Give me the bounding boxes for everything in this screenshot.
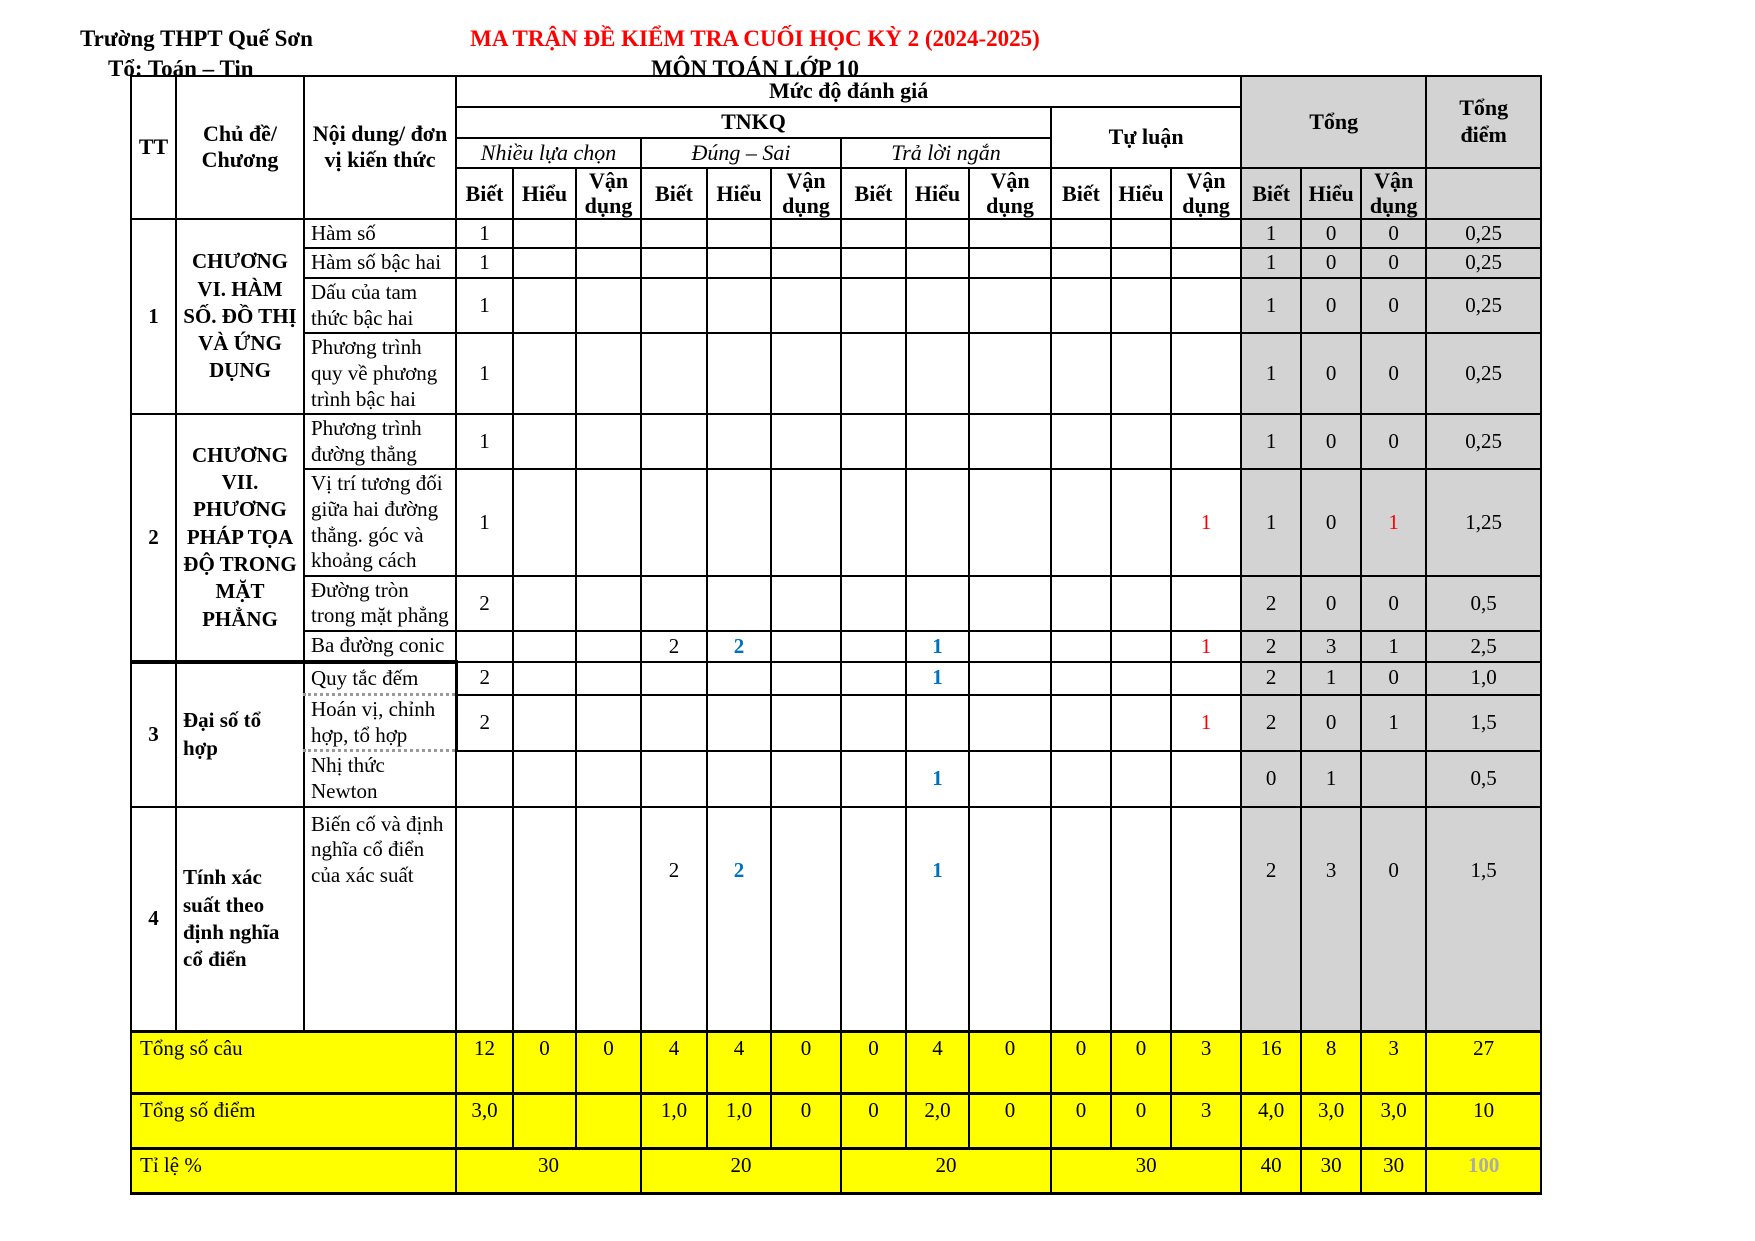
count-cell [841,219,906,249]
header-understand: Hiểu [906,168,969,218]
count-cell [576,469,641,575]
header-understand: Hiểu [513,168,576,218]
count-cell: 2 [641,807,707,1032]
count-cell: 2 [456,695,513,751]
total-cell: 0 [1301,576,1361,631]
count-cell [576,333,641,414]
count-cell [513,219,576,249]
count-cell [1171,751,1241,807]
count-cell [1051,333,1111,414]
count-cell [576,248,641,278]
total-cell: 1 [1241,333,1301,414]
percent-cell: 30 [1361,1149,1426,1194]
count-cell [906,695,969,751]
count-cell [1051,219,1111,249]
count-cell [641,219,707,249]
count-cell [771,414,841,469]
total-cell: 1 [1301,662,1361,695]
content-cell: Vị trí tương đối giữa hai đường thẳng. góc và khoảng cách [304,469,456,575]
count-cell: 1 [906,662,969,695]
count-cell [576,662,641,695]
footer-count-cell: 0 [841,1032,906,1094]
points-cell: 1,5 [1426,807,1541,1032]
count-cell [1051,662,1111,695]
count-cell: 2 [456,662,513,695]
count-cell [641,576,707,631]
count-cell [771,333,841,414]
count-cell [641,695,707,751]
count-cell [1111,414,1171,469]
count-cell: 2 [456,576,513,631]
count-cell [513,333,576,414]
total-cell: 0 [1301,219,1361,249]
count-cell [707,414,771,469]
count-cell [1051,751,1111,807]
content-cell: Hoán vị, chỉnh hợp, tổ hợp [304,695,456,751]
total-cell: 0 [1361,219,1426,249]
content-cell: Biến cố và định nghĩa cổ điển của xác suất [304,807,456,1032]
percent-cell: 30 [456,1149,641,1194]
count-cell: 1 [456,278,513,333]
count-cell [906,219,969,249]
header-level: Mức độ đánh giá [456,76,1241,107]
count-cell [771,807,841,1032]
percent-total-cell: 100 [1426,1149,1541,1194]
count-cell: 1 [1171,469,1241,575]
count-cell [1111,695,1171,751]
chapter-cell: Đại số tổ hợp [176,662,304,807]
count-cell [1051,576,1111,631]
footer-count-cell: 3,0 [456,1094,513,1149]
total-cell: 3 [1301,807,1361,1032]
count-cell [513,631,576,662]
count-cell [906,278,969,333]
content-cell: Ba đường conic [304,631,456,662]
footer-count-cell: 3 [1171,1032,1241,1094]
content-cell: Phương trình quy về phương trình bậc hai [304,333,456,414]
count-cell [906,576,969,631]
count-cell [841,248,906,278]
count-cell [641,333,707,414]
count-cell [513,414,576,469]
count-cell [1171,333,1241,414]
header-topic: Chủ đề/ Chương [176,76,304,219]
count-cell [456,631,513,662]
count-cell [969,278,1051,333]
count-cell [771,469,841,575]
count-cell [1111,751,1171,807]
footer-label: Tổng số điểm [131,1094,456,1149]
count-cell [771,695,841,751]
count-cell [771,631,841,662]
header-tt: TT [131,76,176,219]
count-cell [707,469,771,575]
footer-count-cell: 3,0 [1301,1094,1361,1149]
count-cell [841,278,906,333]
school-name: Trường THPT Quế Sơn [80,26,313,51]
count-cell [841,333,906,414]
count-cell [1051,414,1111,469]
total-cell: 0 [1241,751,1301,807]
count-cell [969,414,1051,469]
total-cell: 0 [1301,333,1361,414]
footer-count-cell: 0 [576,1032,641,1094]
total-cell: 2 [1241,807,1301,1032]
count-cell: 2 [641,631,707,662]
total-cell: 0 [1361,576,1426,631]
footer-count-cell: 1,0 [707,1094,771,1149]
chapter-cell: Tính xác suất theo định nghĩa cổ điển [176,807,304,1032]
total-cell: 1 [1241,414,1301,469]
footer-count-cell: 0 [1051,1032,1111,1094]
count-cell [513,662,576,695]
count-cell [906,469,969,575]
count-cell [771,751,841,807]
count-cell [906,333,969,414]
header-total-points: Tổng điểm [1426,76,1541,168]
total-cell: 2 [1241,631,1301,662]
footer-count-cell: 0 [841,1094,906,1149]
percent-cell: 20 [641,1149,841,1194]
count-cell [969,333,1051,414]
count-cell [641,751,707,807]
count-cell [906,414,969,469]
count-cell [576,576,641,631]
count-cell: 1 [456,333,513,414]
header-understand: Hiểu [1301,168,1361,218]
count-cell [1111,333,1171,414]
count-cell: 1 [1171,631,1241,662]
document-title: MA TRẬN ĐỀ KIỂM TRA CUỐI HỌC KỲ 2 (2024-2025) [470,26,1040,51]
count-cell [1171,414,1241,469]
footer-count-cell: 4 [641,1032,707,1094]
row-number-cell: 2 [131,414,176,661]
total-cell: 0 [1301,248,1361,278]
footer-count-cell: 0 [1111,1094,1171,1149]
count-cell [969,576,1051,631]
header-know: Biết [1051,168,1111,218]
count-cell [513,751,576,807]
count-cell [841,469,906,575]
count-cell [1111,469,1171,575]
count-cell [1111,278,1171,333]
percent-cell: 20 [841,1149,1051,1194]
header-apply: Vận dụng [1171,168,1241,218]
percent-cell: 40 [1241,1149,1301,1194]
school-department: Tổ: Toán – Tin [108,55,254,81]
count-cell [1171,278,1241,333]
count-cell [1171,219,1241,249]
total-cell: 2 [1241,695,1301,751]
count-cell [771,219,841,249]
count-cell [707,576,771,631]
total-cell: 1 [1241,219,1301,249]
count-cell [1171,807,1241,1032]
total-cell [1361,751,1426,807]
count-cell [841,631,906,662]
count-cell [513,807,576,1032]
points-cell: 1,0 [1426,662,1541,695]
total-cell: 1 [1301,751,1361,807]
footer-label: Tổng số câu [131,1032,456,1094]
footer-count-cell: 3,0 [1361,1094,1426,1149]
count-cell [771,248,841,278]
count-cell [456,807,513,1032]
points-cell: 1,5 [1426,695,1541,751]
count-cell [969,248,1051,278]
total-cell: 0 [1361,248,1426,278]
header-short-answer: Trả lời ngắn [841,138,1051,169]
count-cell [707,751,771,807]
count-cell [906,248,969,278]
count-cell [707,219,771,249]
footer-count-cell: 0 [771,1032,841,1094]
count-cell [576,631,641,662]
total-cell: 0 [1301,414,1361,469]
footer-count-cell: 0 [969,1032,1051,1094]
total-cell: 1 [1361,631,1426,662]
header-essay: Tự luận [1051,107,1241,169]
count-cell [771,662,841,695]
footer-count-cell: 8 [1301,1032,1361,1094]
count-cell: 1 [906,631,969,662]
count-cell [1051,278,1111,333]
header-total: Tổng [1241,76,1426,168]
count-cell [641,278,707,333]
count-cell [513,278,576,333]
points-cell: 0,25 [1426,248,1541,278]
header-know: Biết [456,168,513,218]
count-cell [841,751,906,807]
count-cell [771,278,841,333]
total-cell: 0 [1301,278,1361,333]
row-number-cell: 3 [131,662,176,807]
footer-count-cell: 0 [1051,1094,1111,1149]
header-understand: Hiểu [1111,168,1171,218]
count-cell [969,751,1051,807]
count-cell [641,248,707,278]
count-cell [641,414,707,469]
header-know: Biết [1241,168,1301,218]
document-subtitle: MÔN TOÁN LỚP 10 [650,55,860,81]
count-cell [1111,807,1171,1032]
count-cell [771,576,841,631]
total-cell: 0 [1361,414,1426,469]
content-cell: Đường tròn trong mặt phẳng [304,576,456,631]
footer-count-cell: 16 [1241,1032,1301,1094]
header-apply: Vận dụng [1361,168,1426,218]
count-cell [1111,631,1171,662]
count-cell: 1 [456,469,513,575]
content-cell: Hàm số bậc hai [304,248,456,278]
footer-count-cell: 4 [906,1032,969,1094]
header-total-empty [1426,168,1541,218]
count-cell [641,662,707,695]
count-cell [969,695,1051,751]
total-cell: 0 [1361,333,1426,414]
count-cell [456,751,513,807]
count-cell [576,219,641,249]
header-know: Biết [641,168,707,218]
percent-cell: 30 [1301,1149,1361,1194]
header-multiple-choice: Nhiều lựa chọn [456,138,641,169]
chapter-cell: CHƯƠNG VII. PHƯƠNG PHÁP TỌA ĐỘ TRONG MẶT PHẲNG [176,414,304,661]
total-cell: 0 [1361,807,1426,1032]
header-know: Biết [841,168,906,218]
count-cell [1051,631,1111,662]
count-cell: 1 [1171,695,1241,751]
count-cell [841,414,906,469]
footer-count-cell: 4 [707,1032,771,1094]
count-cell [641,469,707,575]
matrix-table [130,75,1542,1195]
count-cell [576,695,641,751]
total-cell: 1 [1361,695,1426,751]
chapter-cell: CHƯƠNG VI. HÀM SỐ. ĐỒ THỊ VÀ ỨNG DỤNG [176,219,304,414]
header-apply: Vận dụng [771,168,841,218]
count-cell: 1 [906,807,969,1032]
count-cell [1111,576,1171,631]
footer-count-cell: 4,0 [1241,1094,1301,1149]
content-cell: Hàm số [304,219,456,249]
total-cell: 2 [1241,576,1301,631]
count-cell [707,248,771,278]
count-cell [513,695,576,751]
total-cell: 2 [1241,662,1301,695]
header-tnkq: TNKQ [456,107,1051,138]
content-cell: Nhị thức Newton [304,751,456,807]
count-cell [1051,695,1111,751]
footer-count-cell: 10 [1426,1094,1541,1149]
total-cell: 1 [1241,278,1301,333]
count-cell [576,278,641,333]
count-cell [841,662,906,695]
count-cell [576,751,641,807]
footer-count-cell: 12 [456,1032,513,1094]
total-cell: 0 [1361,278,1426,333]
footer-count-cell: 1,0 [641,1094,707,1149]
count-cell [513,576,576,631]
footer-count-cell: 0 [1111,1032,1171,1094]
points-cell: 0,25 [1426,333,1541,414]
total-cell: 1 [1241,469,1301,575]
count-cell: 1 [906,751,969,807]
count-cell [1111,219,1171,249]
count-cell [1171,662,1241,695]
count-cell [841,695,906,751]
count-cell [707,695,771,751]
count-cell: 1 [456,248,513,278]
header-content: Nội dung/ đơn vị kiến thức [304,76,456,219]
count-cell [969,631,1051,662]
header-true-false: Đúng – Sai [641,138,841,169]
count-cell [707,333,771,414]
count-cell [1111,248,1171,278]
count-cell: 1 [456,219,513,249]
count-cell [841,807,906,1032]
count-cell [1111,662,1171,695]
count-cell [969,219,1051,249]
points-cell: 1,25 [1426,469,1541,575]
points-cell: 0,25 [1426,278,1541,333]
count-cell: 1 [456,414,513,469]
count-cell [513,469,576,575]
count-cell [1051,469,1111,575]
footer-count-cell: 2,0 [906,1094,969,1149]
row-number-cell: 1 [131,219,176,414]
count-cell [1051,807,1111,1032]
count-cell: 2 [707,631,771,662]
count-cell [1171,248,1241,278]
count-cell [1051,248,1111,278]
count-cell [1171,576,1241,631]
total-cell: 0 [1301,469,1361,575]
points-cell: 0,5 [1426,576,1541,631]
total-cell: 1 [1241,248,1301,278]
count-cell [707,278,771,333]
total-cell: 0 [1361,662,1426,695]
points-cell: 0,25 [1426,219,1541,249]
total-cell: 3 [1301,631,1361,662]
count-cell [969,662,1051,695]
points-cell: 2,5 [1426,631,1541,662]
count-cell [513,248,576,278]
count-cell [707,662,771,695]
footer-count-cell [513,1094,576,1149]
footer-count-cell: 0 [969,1094,1051,1149]
count-cell [841,576,906,631]
content-cell: Dấu của tam thức bậc hai [304,278,456,333]
row-number-cell: 4 [131,807,176,1032]
footer-label: Tỉ lệ % [131,1149,456,1194]
total-cell: 0 [1301,695,1361,751]
content-cell: Phương trình đường thẳng [304,414,456,469]
footer-count-cell: 3 [1171,1094,1241,1149]
total-cell: 1 [1361,469,1426,575]
content-cell: Quy tắc đếm [304,662,456,695]
footer-count-cell: 0 [771,1094,841,1149]
percent-cell: 30 [1051,1149,1241,1194]
points-cell: 0,5 [1426,751,1541,807]
count-cell [576,807,641,1032]
header-apply: Vận dụng [969,168,1051,218]
header-apply: Vận dụng [576,168,641,218]
count-cell [969,807,1051,1032]
points-cell: 0,25 [1426,414,1541,469]
footer-count-cell: 3 [1361,1032,1426,1094]
footer-count-cell: 0 [513,1032,576,1094]
footer-count-cell: 27 [1426,1032,1541,1094]
count-cell: 2 [707,807,771,1032]
footer-count-cell [576,1094,641,1149]
count-cell [576,414,641,469]
header-understand: Hiểu [707,168,771,218]
count-cell [969,469,1051,575]
